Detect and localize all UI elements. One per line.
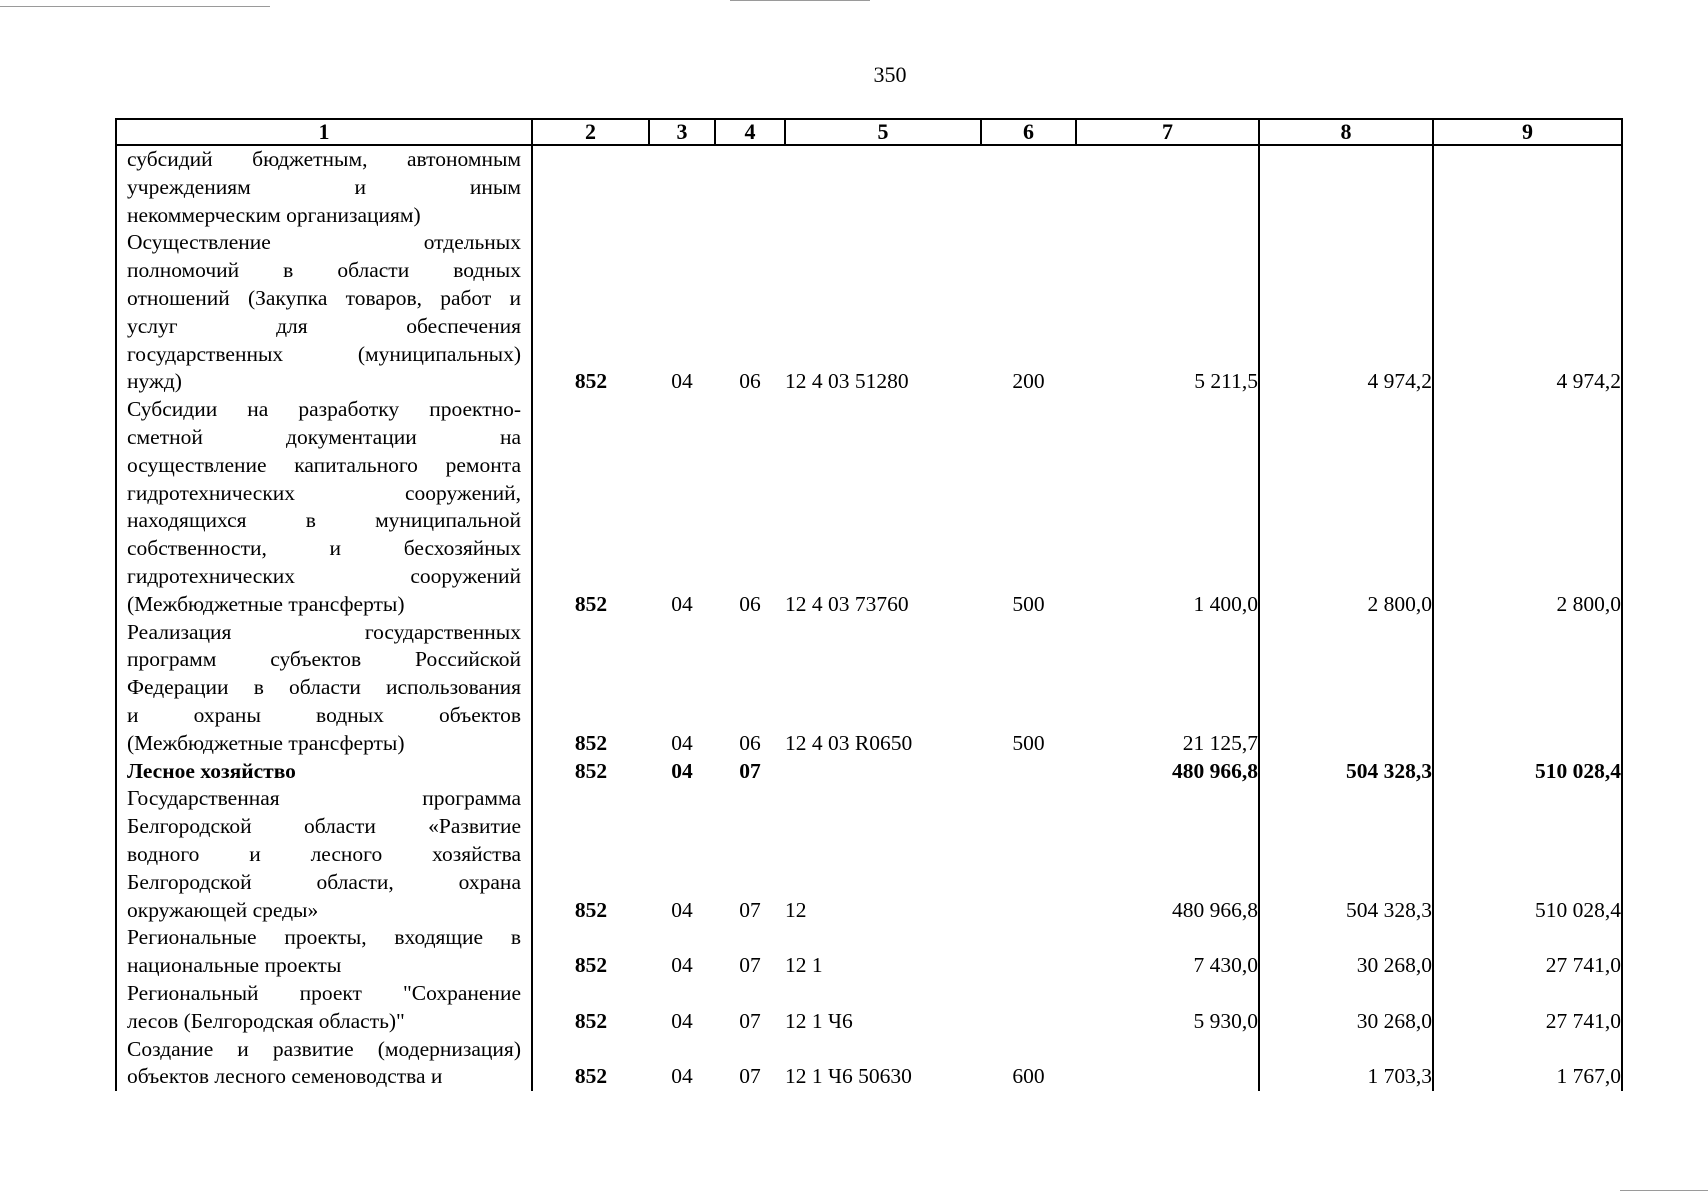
amount-year3-cell: 1 767,0 [1433, 1036, 1622, 1092]
table-header-row [116, 119, 1622, 145]
glav-code-cell: 852 [574, 1008, 608, 1033]
description-line: (Межбюджетные трансферты) [127, 591, 405, 616]
description-line: собственности, и бесхозяйных [127, 536, 521, 561]
header-cell: 6 [981, 119, 1076, 145]
description-line: Региональный проект "Сохранение [127, 980, 521, 1005]
amount-year1-cell: 480 966,8 [1172, 897, 1258, 922]
description-line: Реализация государственных [127, 619, 521, 644]
description-line: сметной документации на [127, 424, 521, 449]
subsection-code-cell: 07 [739, 953, 761, 978]
description-line: Федерации в области использования [127, 675, 521, 700]
description-line: некоммерческим организациям) [127, 202, 421, 227]
description-line: национальные проекты [127, 953, 342, 978]
description-line: Белгородской области, охрана [127, 869, 521, 894]
glav-code-cell: 852 [574, 1064, 608, 1089]
description-line: программ субъектов Российской [127, 647, 521, 672]
section-code-cell: 04 [671, 953, 693, 978]
amount-year1-cell [1076, 145, 1259, 229]
description-line: Субсидии на разработку проектно- [127, 397, 521, 422]
description-line: услуг для обеспечения [127, 313, 521, 338]
header-cell: 3 [649, 119, 715, 145]
glav-code-cell: 852 [574, 897, 608, 922]
expense-type-cell: 200 [1012, 369, 1045, 394]
amount-year2-cell: 504 328,3 [1259, 785, 1433, 924]
target-article-cell: 12 4 03 51280 [785, 369, 909, 394]
table-row [116, 619, 1622, 758]
amount-year1-cell [1076, 1036, 1259, 1092]
description-line: Осуществление отдельных [127, 230, 521, 255]
description-line: Лесное хозяйство [127, 758, 296, 783]
description-line: (Межбюджетные трансферты) [127, 730, 405, 755]
table-body [116, 145, 1622, 1091]
glav-code-cell: 852 [574, 953, 608, 978]
section-code-cell: 04 [671, 369, 693, 394]
glav-code-cell: 852 [574, 758, 608, 783]
header-cell: 4 [715, 119, 785, 145]
description-line: водного и лесного хозяйства [127, 841, 521, 866]
target-article-cell: 12 [785, 897, 807, 922]
amount-year2-cell: 30 268,0 [1259, 980, 1433, 1036]
description-line: осуществление капитального ремонта [127, 452, 521, 477]
amount-year3-cell: 27 741,0 [1433, 924, 1622, 980]
description-line: Региональные проекты, входящие в [127, 925, 521, 950]
section-code-cell: 04 [671, 1064, 693, 1089]
description-line: государственных (муниципальных) [127, 341, 521, 366]
section-code-cell: 04 [671, 1008, 693, 1033]
expense-type-cell [981, 924, 1076, 980]
subsection-code-cell: 06 [739, 591, 761, 616]
amount-year1-cell: 7 430,0 [1193, 953, 1258, 978]
section-code-cell [649, 145, 715, 229]
table-row [116, 396, 1622, 618]
scan-artifact-line [0, 6, 270, 7]
target-article-cell [785, 145, 981, 229]
target-article-cell: 12 1 [785, 953, 823, 978]
target-article-cell: 12 1 Ч6 50630 [785, 1064, 912, 1089]
glav-code-cell [532, 145, 649, 229]
subsection-code-cell: 06 [739, 369, 761, 394]
amount-year2-cell [1259, 145, 1433, 229]
row-description-cell [116, 619, 532, 758]
description-line: гидротехнических сооружений [127, 563, 521, 588]
scan-artifact-line [730, 0, 870, 1]
description-line: Создание и развитие (модернизация) [127, 1036, 521, 1061]
budget-table [115, 118, 1623, 1091]
expense-type-cell: 500 [1012, 591, 1045, 616]
expense-type-cell [981, 145, 1076, 229]
amount-year3-cell: 27 741,0 [1433, 980, 1622, 1036]
expense-type-cell [981, 980, 1076, 1036]
description-line: Белгородской области «Развитие [127, 814, 521, 839]
amount-year1-cell: 5 930,0 [1193, 1008, 1258, 1033]
amount-year2-cell: 4 974,2 [1259, 229, 1433, 396]
description-line: лесов (Белгородская область)" [127, 1008, 405, 1033]
amount-year2-cell [1259, 619, 1433, 758]
row-description-cell [116, 924, 532, 980]
section-code-cell: 04 [671, 758, 693, 783]
amount-year3-cell [1433, 619, 1622, 758]
amount-year2-cell: 1 703,3 [1259, 1036, 1433, 1092]
header-cell: 2 [532, 119, 649, 145]
description-line: учреждениям и иным [127, 174, 521, 199]
expense-type-cell [981, 785, 1076, 924]
target-article-cell: 12 4 03 73760 [785, 591, 909, 616]
section-code-cell: 04 [671, 730, 693, 755]
subsection-code-cell [715, 145, 785, 229]
glav-code-cell: 852 [574, 369, 608, 394]
expense-type-cell: 500 [1012, 730, 1045, 755]
table-row [116, 145, 1622, 229]
row-description-cell [116, 980, 532, 1036]
table-row [116, 229, 1622, 396]
row-description-cell [116, 1036, 532, 1092]
header-cell: 8 [1259, 119, 1433, 145]
table-row [116, 758, 1622, 786]
glav-code-cell: 852 [574, 730, 608, 755]
amount-year3-cell: 2 800,0 [1433, 396, 1622, 618]
amount-year2-cell: 2 800,0 [1259, 396, 1433, 618]
row-description-cell [116, 145, 532, 229]
section-code-cell: 04 [671, 591, 693, 616]
row-description-cell [116, 396, 532, 618]
page-number: 350 [873, 62, 907, 87]
scan-artifact-line [1620, 1190, 1708, 1191]
amount-year2-cell: 30 268,0 [1259, 924, 1433, 980]
expense-type-cell [981, 758, 1076, 786]
amount-year2-cell: 504 328,3 [1259, 758, 1433, 786]
subsection-code-cell: 07 [739, 897, 761, 922]
table-row [116, 924, 1622, 980]
amount-year3-cell: 510 028,4 [1433, 758, 1622, 786]
description-line: Государственная программа [127, 786, 521, 811]
description-line: нужд) [127, 369, 182, 394]
table-row [116, 980, 1622, 1036]
description-line: отношений (Закупка товаров, работ и [127, 285, 521, 310]
target-article-cell: 12 4 03 R0650 [785, 730, 913, 755]
subsection-code-cell: 07 [739, 1064, 761, 1089]
row-description-cell [116, 785, 532, 924]
description-line: окружающей среды» [127, 897, 319, 922]
subsection-code-cell: 07 [739, 1008, 761, 1033]
section-code-cell: 04 [671, 897, 693, 922]
description-line: и охраны водных объектов [127, 702, 521, 727]
table-row [116, 1036, 1622, 1092]
amount-year1-cell: 1 400,0 [1193, 591, 1258, 616]
subsection-code-cell: 07 [739, 758, 761, 783]
description-line: находящихся в муниципальной [127, 508, 521, 533]
description-line: полномочий в области водных [127, 258, 521, 283]
header-cell: 1 [116, 119, 532, 145]
target-article-cell: 12 1 Ч6 [785, 1008, 853, 1033]
table-row [116, 785, 1622, 924]
amount-year1-cell: 21 125,7 [1182, 730, 1258, 755]
expense-type-cell: 600 [1012, 1064, 1045, 1089]
row-description-cell [116, 758, 532, 786]
header-cell: 5 [785, 119, 981, 145]
subsection-code-cell: 06 [739, 730, 761, 755]
amount-year3-cell [1433, 145, 1622, 229]
description-line: субсидий бюджетным, автономным [127, 147, 521, 171]
header-cell: 9 [1433, 119, 1622, 145]
header-cell: 7 [1076, 119, 1259, 145]
row-description-cell [116, 229, 532, 396]
glav-code-cell: 852 [574, 591, 608, 616]
amount-year1-cell: 480 966,8 [1172, 758, 1258, 783]
amount-year1-cell: 5 211,5 [1194, 369, 1258, 394]
amount-year3-cell: 510 028,4 [1433, 785, 1622, 924]
description-line: объектов лесного семеноводства и [127, 1064, 443, 1089]
description-line: гидротехнических сооружений, [127, 480, 521, 505]
amount-year3-cell: 4 974,2 [1433, 229, 1622, 396]
target-article-cell [785, 758, 981, 786]
